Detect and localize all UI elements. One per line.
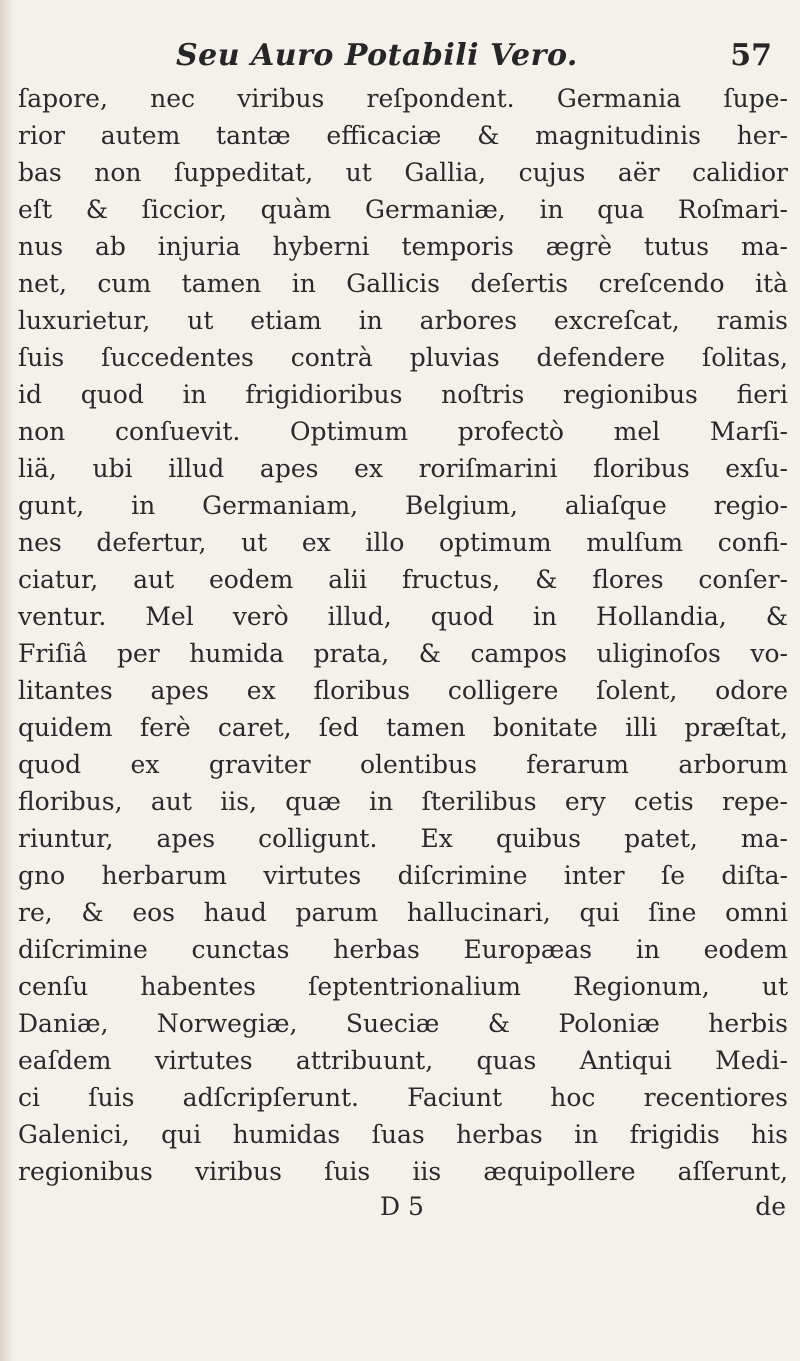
text-line: eaſdem virtutes attribuunt, quas Antiqui Medi- <box>18 1046 788 1075</box>
text-line: cenſu habentes ſeptentrionalium Regionum, ut <box>18 972 788 1001</box>
text-line: net, cum tamen in Gallicis deſertis creſcendo ità <box>18 269 788 298</box>
body-text <box>18 80 788 1190</box>
text-line: nes defertur, ut ex illo optimum mulſum confi- <box>18 528 788 557</box>
text-line: riuntur, apes colligunt. Ex quibus patet, ma- <box>18 824 788 853</box>
page-header <box>176 38 786 78</box>
text-line: Friſiâ per humida prata, & campos uliginoſos vo- <box>18 639 788 668</box>
signature-mark: D 5 <box>380 1192 424 1221</box>
text-line: ſapore, nec viribus reſpondent. Germania ſupe- <box>18 84 788 113</box>
text-line: re, & eos haud parum hallucinari, qui ſine omni <box>18 898 788 927</box>
text-line: nus ab injuria hyberni temporis ægrè tutus ma- <box>18 232 788 261</box>
text-line: regionibus viribus ſuis iis æquipollere aſſerunt, <box>18 1157 788 1186</box>
text-line: bas non ſuppeditat, ut Gallia, cujus aër calidior <box>18 158 788 187</box>
text-line: luxurietur, ut etiam in arbores excreſcat, ramis <box>18 306 788 335</box>
page-fold-shadow <box>0 0 14 1361</box>
text-line: rior autem tantæ efficaciæ & magnitudinis her- <box>18 121 788 150</box>
running-title: Seu Auro Potabili Vero. <box>176 38 578 73</box>
text-line: Daniæ, Norwegiæ, Sueciæ & Poloniæ herbis <box>18 1009 788 1038</box>
text-line: ciatur, aut eodem alii fructus, & flores conſer- <box>18 565 788 594</box>
text-line: quidem ferè caret, ſed tamen bonitate illi præſtat, <box>18 713 788 742</box>
text-line: litantes apes ex floribus colligere ſolent, odore <box>18 676 788 705</box>
text-line: ſuis ſuccedentes contrà pluvias defendere ſolitas, <box>18 343 788 372</box>
text-line: liä, ubi illud apes ex roriſmarini floribus exſu- <box>18 454 788 483</box>
text-line: gunt, in Germaniam, Belgium, aliaſque regio- <box>18 491 788 520</box>
text-line: ventur. Mel verò illud, quod in Hollandia, & <box>18 602 788 631</box>
page-footer <box>18 1192 788 1228</box>
catchword: de <box>755 1192 786 1221</box>
text-line: eſt & ſiccior, quàm Germaniæ, in qua Roſmari- <box>18 195 788 224</box>
page-number: 57 <box>730 38 772 73</box>
text-line: Galenici, qui humidas ſuas herbas in frigidis his <box>18 1120 788 1149</box>
text-line: quod ex graviter olentibus ferarum arborum <box>18 750 788 779</box>
text-line: ci ſuis adſcripſerunt. Faciunt hoc recentiores <box>18 1083 788 1112</box>
text-line: non conſuevit. Optimum profectò mel Marſi- <box>18 417 788 446</box>
text-line: floribus, aut iis, quæ in ſterilibus ery cetis repe- <box>18 787 788 816</box>
text-line: gno herbarum virtutes diſcrimine inter ſe diſta- <box>18 861 788 890</box>
text-line: id quod in frigidioribus noſtris regionibus fieri <box>18 380 788 409</box>
text-line: diſcrimine cunctas herbas Europæas in eodem <box>18 935 788 964</box>
